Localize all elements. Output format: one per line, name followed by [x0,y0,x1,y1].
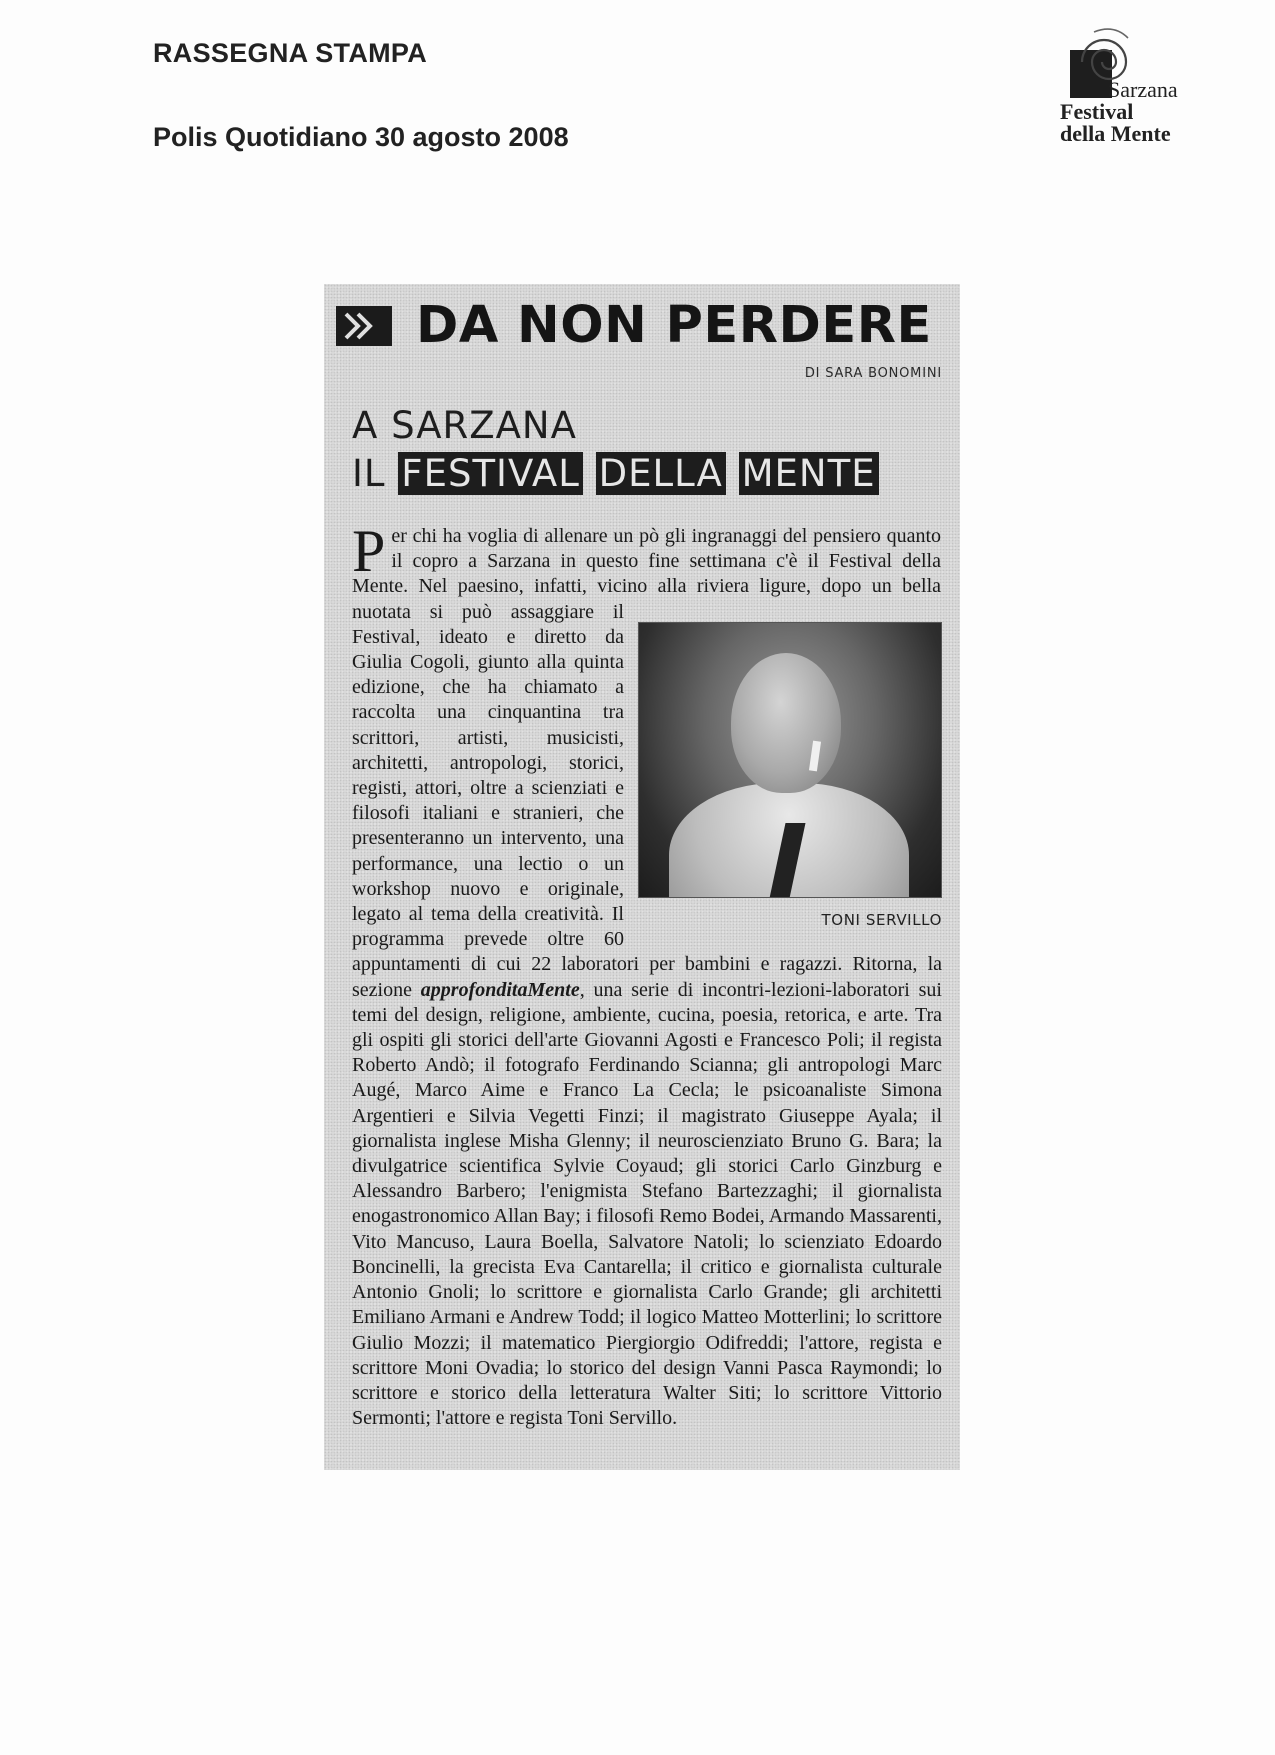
press-review-title: RASSEGNA STAMPA [153,38,428,68]
article-text-part-1: er chi ha voglia di allenare un pò gli ingranaggi del pensiero quanto il copro a Sarzana in questo fine settimana c'è il Festival della Mente. Nel paesino, infatti, vicino alla riviera ligure, dopo un bella nuotata si può assaggiare il Festival, ideato e diretto da Giulia Cogoli, giunto alla quinta edizione, che ha chiamato a raccolta una cinquantina tra scrittori, artisti, musicisti, architetti, antropologi, storici, registi, attori, oltre a scienziati e filosofi italiani e stranieri, che presenteranno un intervento, una performance, una lectio o un workshop nuovo e originale, legato al tema della creatività. Il programma prevede oltre 60 appuntamenti di cui 22 laboratori per bambini e ragazzi. Ritorna, la sezione [352,525,942,1001]
drop-cap: P [352,518,386,584]
portrait-photo [638,622,942,898]
headline-line-2 [352,450,879,498]
section-kicker: DA NON PERDERE [416,296,932,355]
logo-line-festival: Festival [1060,99,1134,124]
source-and-date: Polis Quotidiano 30 agosto 2008 [153,122,569,152]
article-text-part-2: , una serie di incontri-lezioni-laboratori sui temi del design, religione, ambiente, cucina, poesia, retorica, e arte. Tra gli ospiti gli storici dell'arte Giovanni Agosti e Francesco Poli; il regista Roberto Andò; il fotografo Ferdinando Scianna; gli antropologi Marc Augé, Marco Aime e Franco La Cecla; le psicoanaliste Simona Argentieri e Silvia Vegetti Finzi; il magistrato Giuseppe Ayala; il giornalista inglese Misha Glenny; il neuroscienziato Bruno G. Bara; la divulgatrice scientifica Sylvie Coyaud; gli storici Carlo Ginzburg e Alessandro Barbero; l'enigmista Stefano Bartezzaghi; il giornalista enogastronomico Allan Bay; i filosofi Remo Bodei, Armando Massarenti, Vito Mancuso, Laura Boella, Salvatore Natoli; lo scienziato Edoardo Boncinelli, la grecista Eva Cantarella; il critico e giornalista culturale Antonio Gnoli; lo scrittore e giornalista Carlo Grande; gli architetti Emiliano Armani e Andrew Todd; il logico Matteo Motterlini; lo scrittore Giulio Mozzi; il matematico Piergiorgio Odifreddi; l'attore, regista e scrittore Moni Ovadia; lo storico del design Vanni Pasca Raymondi; lo scrittore e storico della letteratura Walter Siti; lo scrittore Vittorio Sermonti; l'attore e regista Toni Servillo. [352,978,942,1430]
festival-logo [1058,22,1228,152]
kicker-arrows-icon [336,306,392,346]
headline-word-festival: FESTIVAL [398,452,583,495]
photo-block [638,622,942,928]
headline-word-della: DELLA [596,452,726,495]
headline-word-mente: MENTE [739,452,879,495]
headline-prefix: IL [352,452,386,495]
article-text-italic: approfonditaMente [420,978,580,1001]
headline-line-1: A SARZANA [352,404,577,447]
photo-caption: TONI SERVILLO [821,911,942,929]
article-headline [352,402,879,498]
logo-line-della-mente: della Mente [1060,121,1171,146]
article-body [352,518,942,1431]
newspaper-clipping [324,284,960,1470]
logo-line-sarzana: Sarzana [1108,77,1178,102]
article-byline: DI SARA BONOMINI [804,366,942,381]
